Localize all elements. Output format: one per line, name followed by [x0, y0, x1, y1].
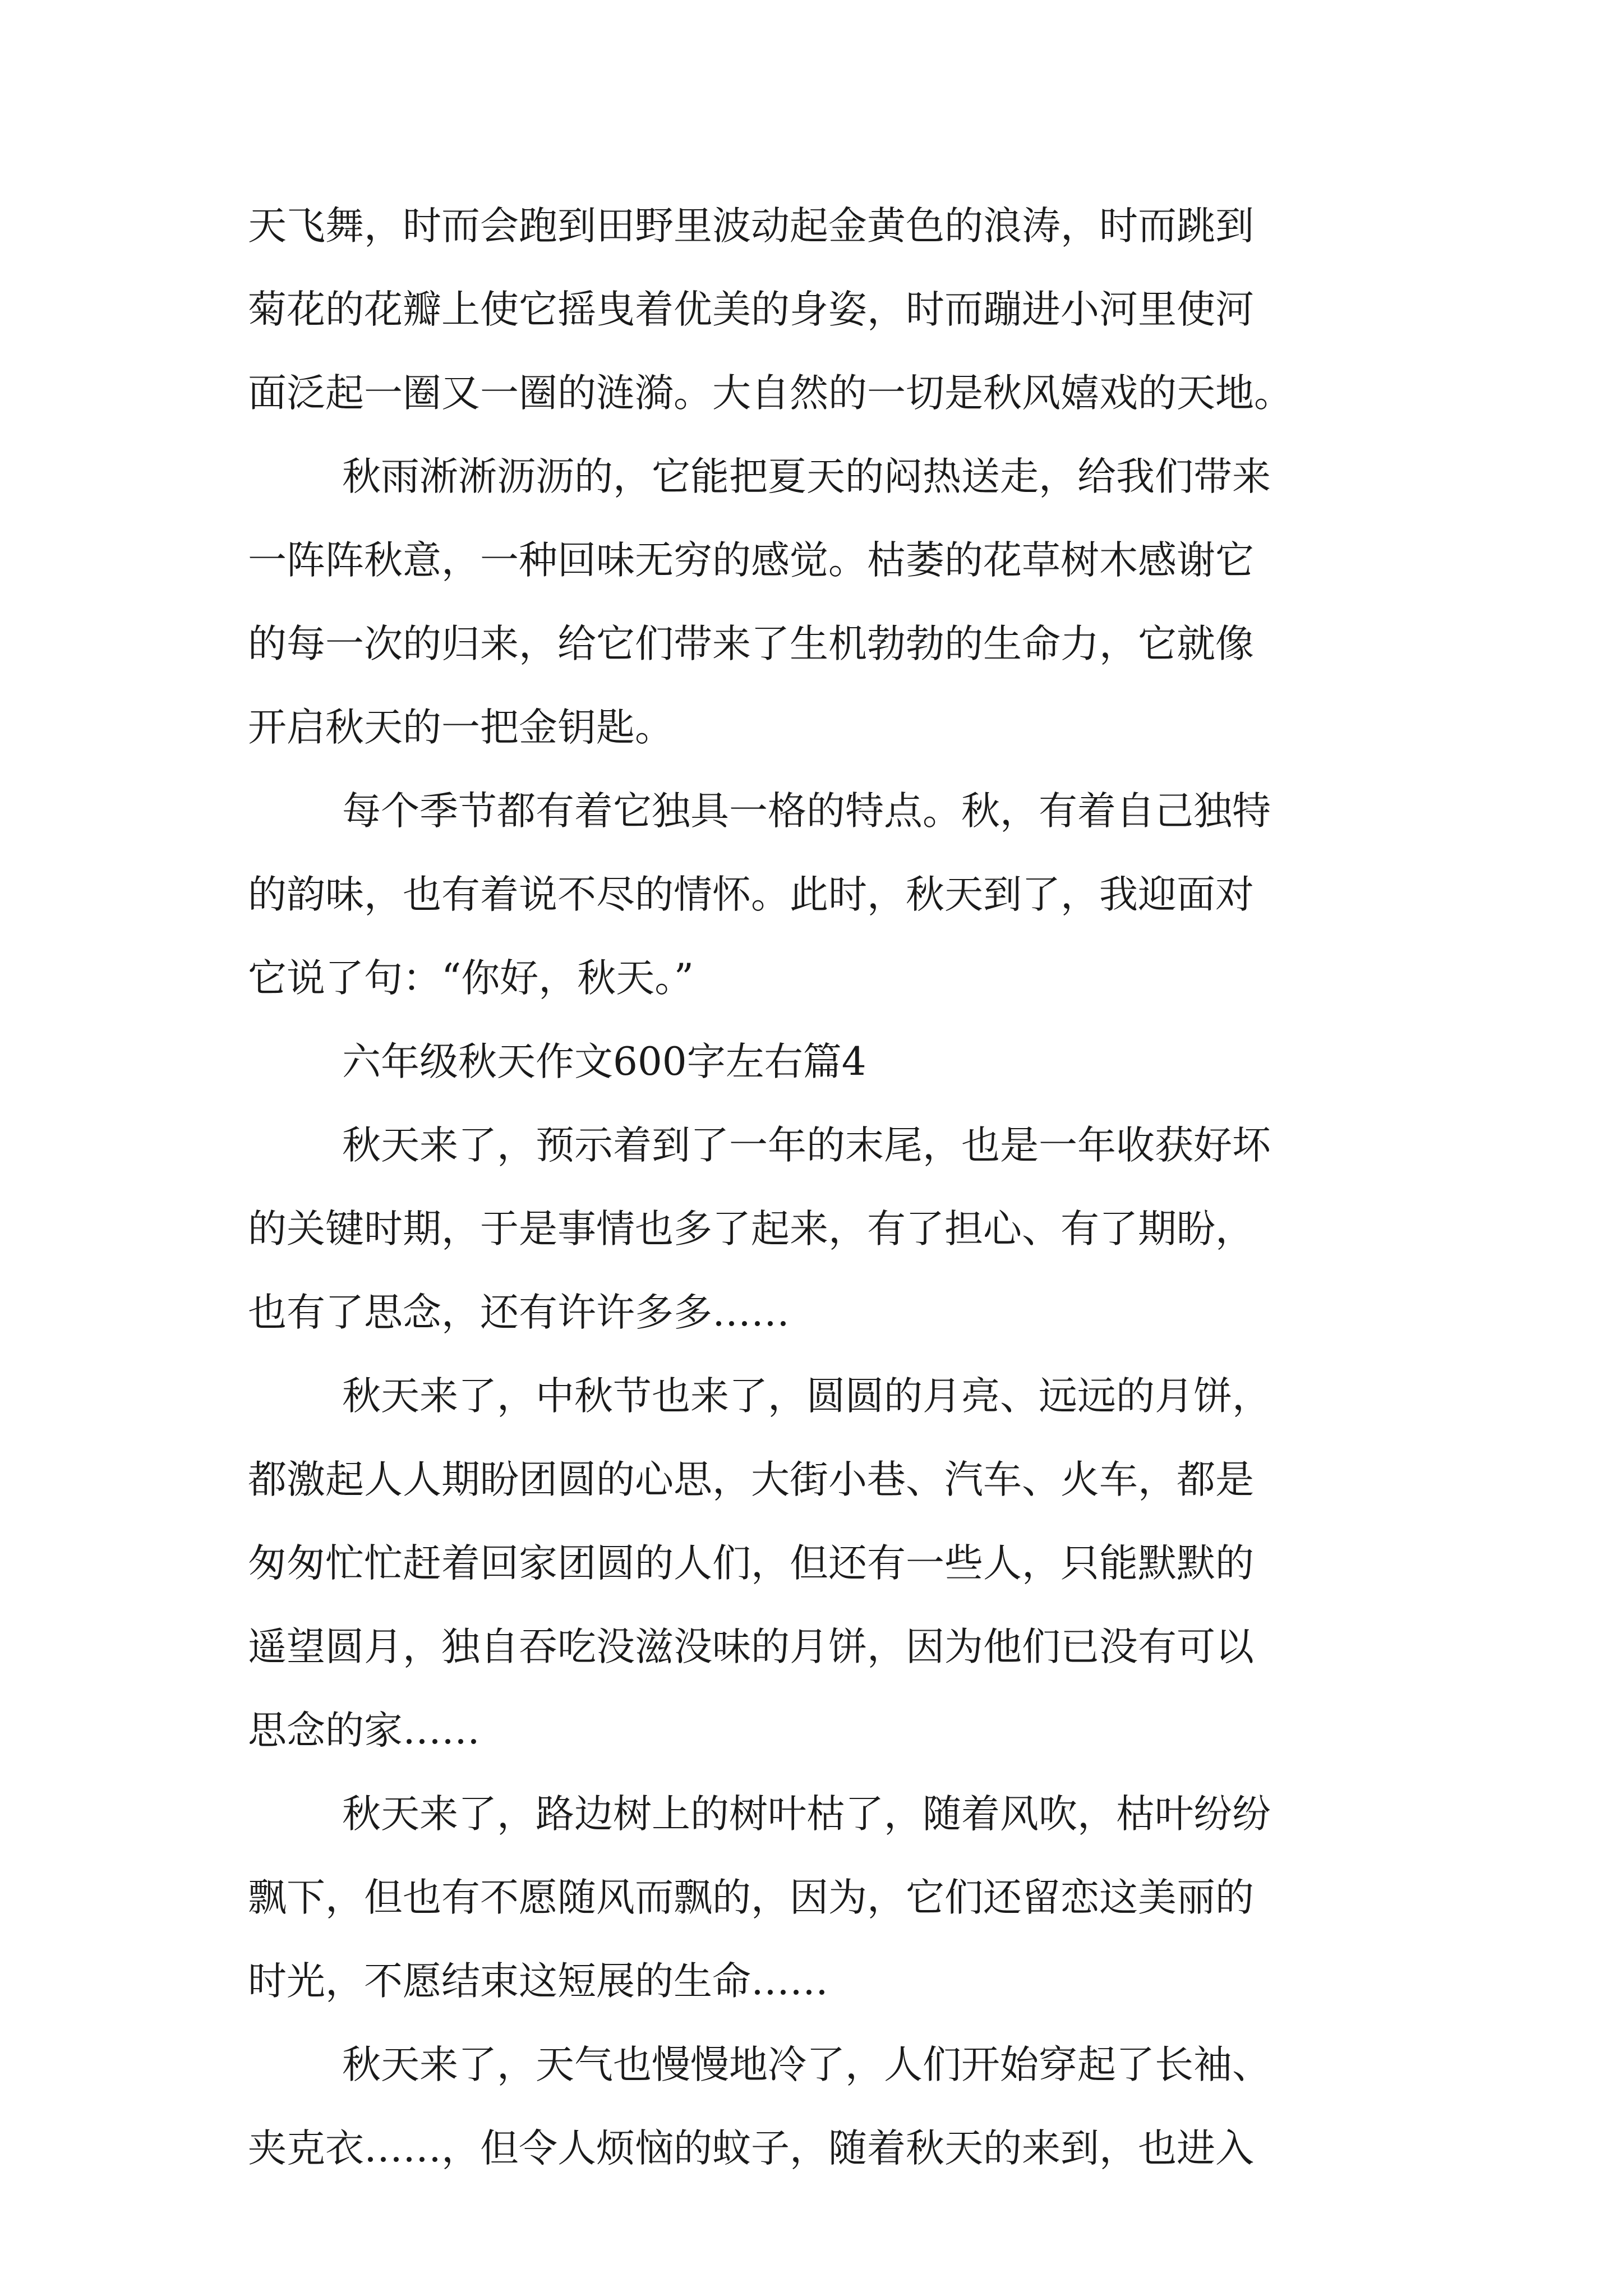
text-line: 时光，不愿结束这短展的生命……: [248, 1959, 828, 2004]
paragraph-start-line: 秋天来了，中秋节也来了，圆圆的月亮、远远的月饼，: [342, 1374, 1271, 1419]
text-line: 的关键时期，于是事情也多了起来，有了担心、有了期盼，: [248, 1207, 1254, 1251]
paragraph-start-line: 秋雨淅淅沥沥的，它能把夏天的闷热送走，给我们带来: [342, 454, 1271, 499]
text-line: 思念的家……: [248, 1708, 480, 1753]
text-line: 都激起人人期盼团圆的心思，大街小巷、汽车、火车，都是: [248, 1457, 1254, 1502]
text-line: 夹克衣……，但令人烦恼的蚊子，随着秋天的来到，也进入: [248, 2126, 1254, 2171]
text-line: 天飞舞，时而会跑到田野里波动起金黄色的浪涛，时而跳到: [248, 204, 1254, 249]
paragraph-start-line: 秋天来了，天气也慢慢地冷了，人们开始穿起了长袖、: [342, 2042, 1271, 2087]
text-line: 也有了思念，还有许许多多……: [248, 1290, 790, 1335]
paragraph-start-line: 秋天来了，预示着到了一年的末尾，也是一年收获好坏: [342, 1123, 1271, 1168]
paragraph-start-line: 秋天来了，路边树上的树叶枯了，随着风吹，枯叶纷纷: [342, 1792, 1271, 1837]
paragraph-start-line: 每个季节都有着它独具一格的特点。秋，有着自己独特: [342, 789, 1271, 834]
section-heading: 六年级秋天作文600字左右篇4: [342, 1039, 866, 1084]
text-line: 匆匆忙忙赶着回家团圆的人们，但还有一些人，只能默默的: [248, 1541, 1254, 1586]
text-line: 的韵味，也有着说不尽的情怀。此时，秋天到了，我迎面对: [248, 872, 1254, 917]
text-line: 的每一次的归来，给它们带来了生机勃勃的生命力，它就像: [248, 622, 1254, 666]
text-line: 菊花的花瓣上使它摇曳着优美的身姿，时而蹦进小河里使河: [248, 287, 1254, 332]
text-line: 开启秋天的一把金钥匙。: [248, 705, 674, 750]
text-line: 遥望圆月，独自吞吃没滋没味的月饼，因为他们已没有可以: [248, 1625, 1254, 1669]
text-line: 面泛起一圈又一圈的涟漪。大自然的一切是秋风嬉戏的天地。: [248, 371, 1293, 416]
text-line: 它说了句：“你好，秋天。”: [248, 956, 694, 1001]
text-line: 飘下，但也有不愿随风而飘的，因为，它们还留恋这美丽的: [248, 1875, 1254, 1920]
text-line: 一阵阵秋意，一种回味无穷的感觉。枯萎的花草树木感谢它: [248, 538, 1254, 583]
